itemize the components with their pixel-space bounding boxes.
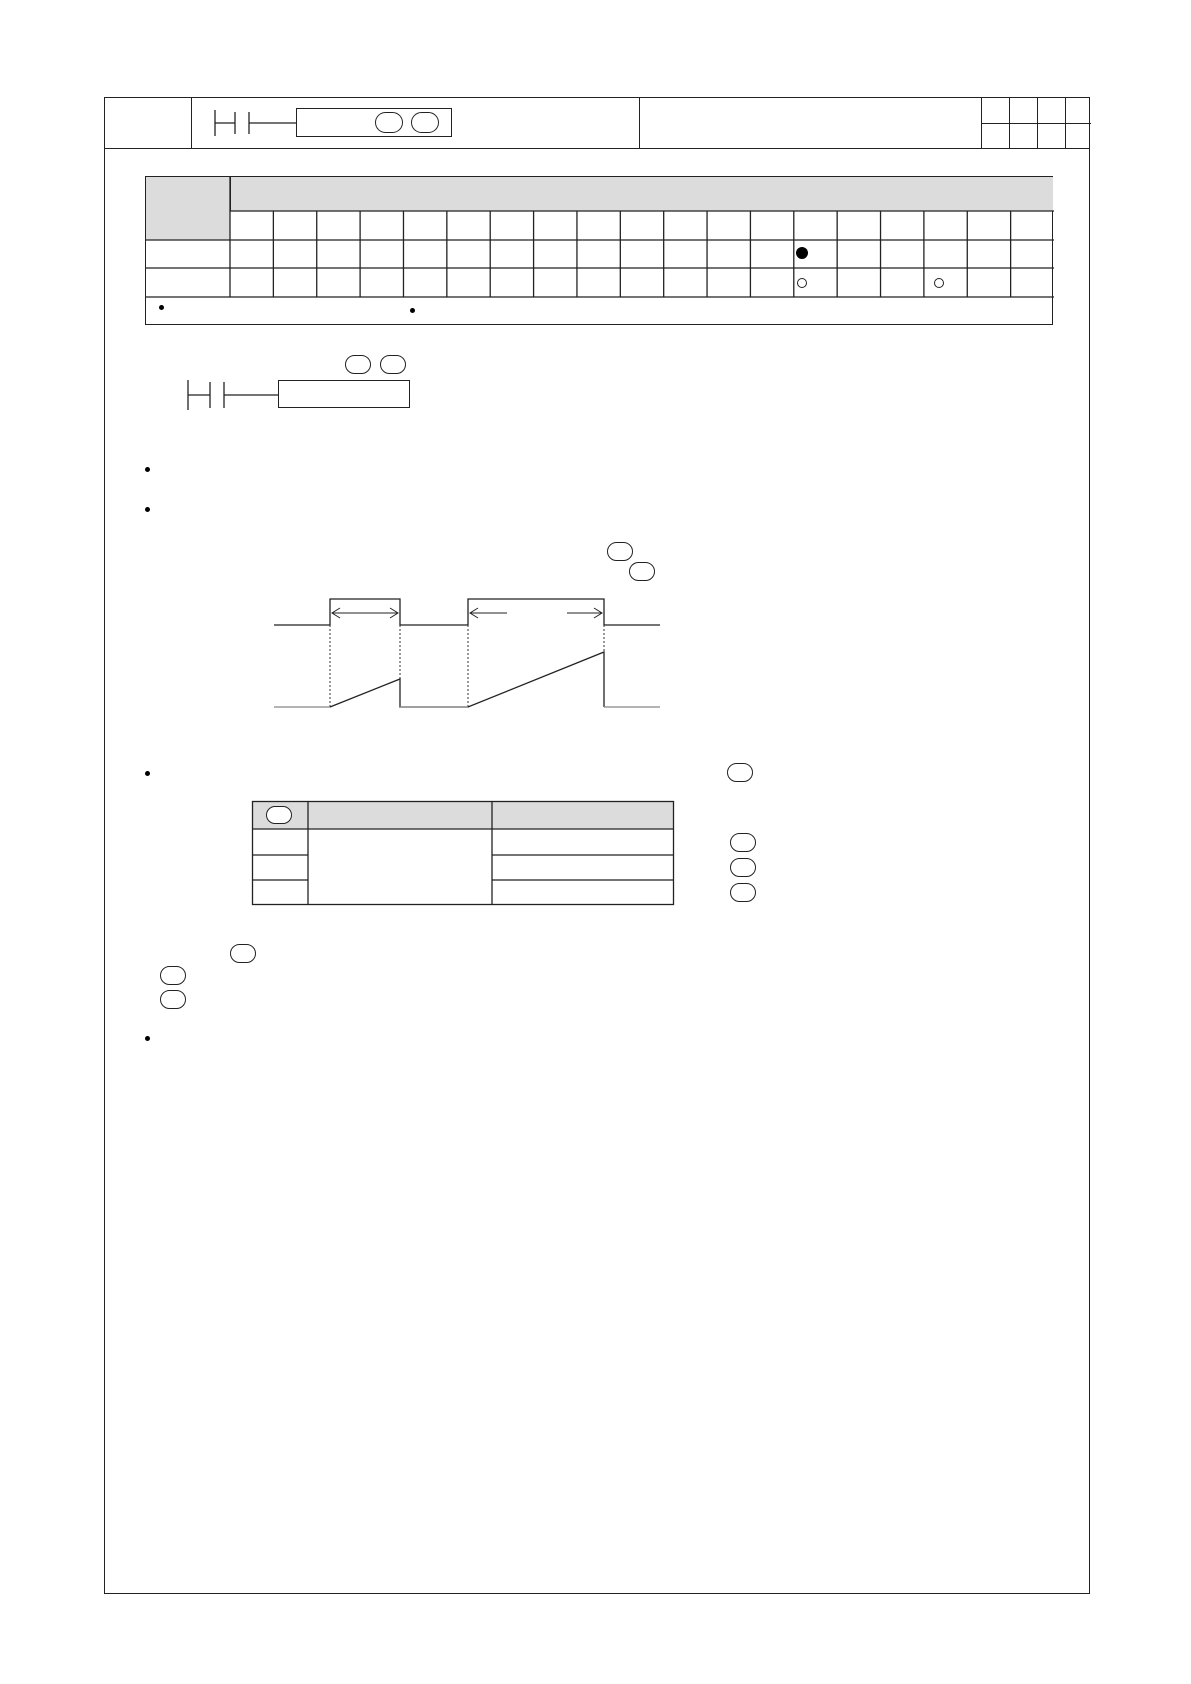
timing-diagram [272,595,672,725]
paragraph-bullet [145,467,150,472]
instruction-description [645,98,975,148]
applicable-mark-open [934,278,944,288]
contact-symbol-icon [213,108,303,138]
paragraph-bullet [145,507,150,512]
header-divider [639,98,640,149]
instruction-box [278,380,410,408]
applicable-mark-open [797,278,807,288]
operand-oval [266,806,292,824]
operand-oval [727,763,753,782]
operand-oval [230,944,256,963]
operand-oval [345,355,371,374]
note-bullet [410,308,415,313]
operand-oval [160,966,186,985]
operand-oval [160,990,186,1009]
paragraph-bullet [145,771,150,776]
header-divider [191,98,192,149]
operand-oval [380,355,406,374]
applicable-devices-table [145,176,1053,325]
operand-oval [730,883,756,902]
operand-oval [607,542,633,561]
operand-oval [411,112,439,133]
contact-symbol-icon [186,378,286,412]
instruction-number [105,98,191,148]
operand-oval [730,858,756,877]
note-bullet [159,305,164,310]
instruction-header [105,98,1089,149]
paragraph-bullet [145,1036,150,1041]
operand-table [252,801,674,905]
table-grid-lines [146,177,1054,326]
operand-oval [629,562,655,581]
header-divider [981,123,1091,124]
operand-table-lines [252,801,674,905]
operand-oval [730,833,756,852]
operand-oval [375,112,403,133]
applicable-mark-filled [796,247,808,259]
